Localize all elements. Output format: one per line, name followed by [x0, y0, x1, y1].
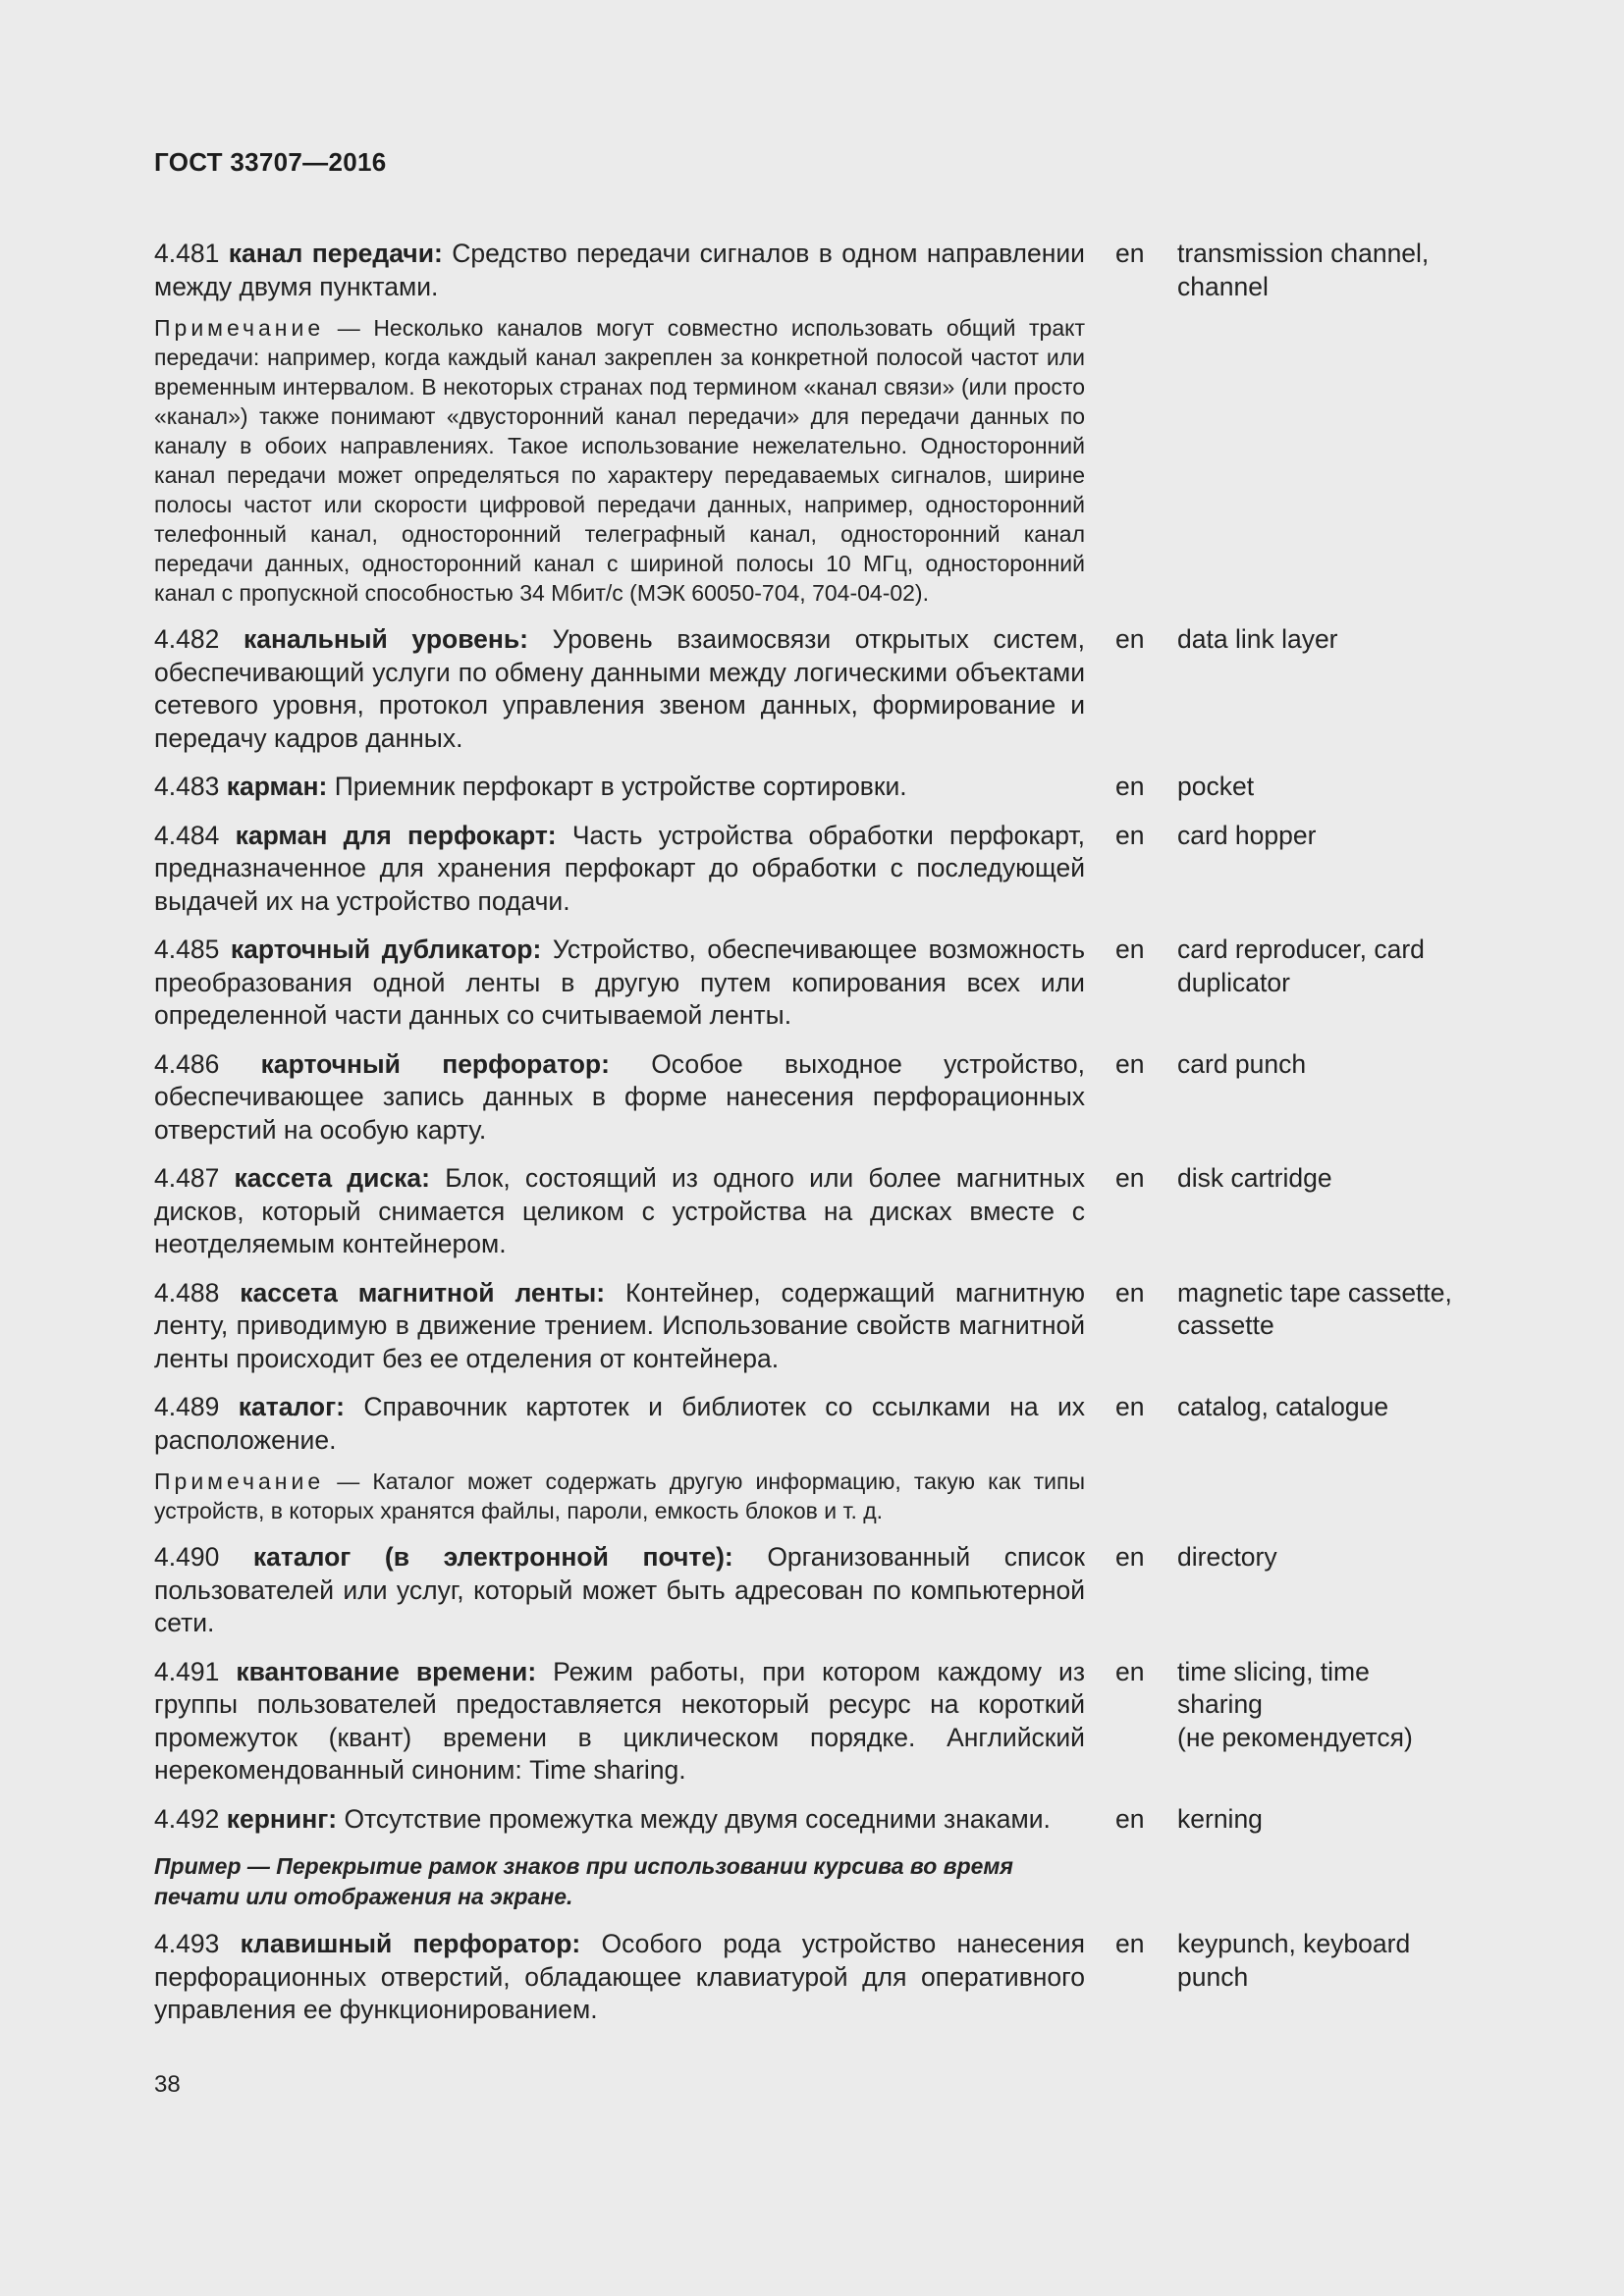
term-text: Организованный список пользователей или услуг, который может быть адресован по компьютерной сети.: [154, 1542, 1085, 1637]
note-text: — Каталог может содержать другую информацию, такую как типы устройств, в которых хранятся файлы, пароли, емкость блоков и т. д.: [154, 1468, 1086, 1523]
term-name: канальный уровень:: [243, 624, 528, 654]
language-code: en: [1115, 1929, 1145, 1958]
term-entry-4-491: [154, 1656, 1489, 1788]
term-definition: [154, 1048, 1085, 1148]
term-note: [154, 1467, 1085, 1525]
term-name: карман для перфокарт:: [235, 820, 557, 850]
language-code: en: [1115, 239, 1145, 268]
language-code: en: [1115, 1656, 1145, 1686]
term-name: каталог (в электронной почте):: [252, 1542, 733, 1572]
term-definition: [154, 1391, 1085, 1457]
term-number: 4.487: [154, 1163, 220, 1193]
note-text: — Несколько каналов могут совместно использовать общий тракт передачи: например, когда каждый канал закреплен за конкретной полосой частот или временным интервалом. В некоторых странах под термином «канал связи» (или просто «канал») также понимают «двусторонний канал передачи» для передачи данных по каналу в обоих направлениях. Такое использование нежелательно. Односторонний канал передачи может определяться по характеру передаваемых сигналов, ширине полосы частот или скорости цифровой передачи данных, например, односторонний телефонный канал, односторонний телеграфный канал, односторонний канал передачи данных, односторонний канал с шириной полосы 10 МГц, односторонний канал с пропускной способностью 34 Мбит/с (МЭК 60050-704, 704-04-02).: [154, 315, 1085, 606]
term-name: кассета диска:: [234, 1163, 430, 1193]
english-equivalent: card reproducer, card duplicator: [1177, 934, 1425, 997]
term-text: Отсутствие промежутка между двумя соседними знаками.: [344, 1803, 1051, 1834]
term-number: 4.486: [154, 1048, 220, 1079]
english-equivalent: card hopper: [1177, 820, 1317, 850]
term-text: Блок, состоящий из одного или более магнитных дисков, который снимается целиком с устройства на дисках вместе с неотделяемым контейнером.: [154, 1163, 1085, 1258]
english-equivalent: data link layer: [1177, 624, 1338, 654]
language-code: en: [1115, 1048, 1145, 1079]
language-code: en: [1115, 820, 1145, 850]
term-text: Справочник картотек и библиотек со ссылками на их расположение.: [154, 1392, 1086, 1455]
term-entry-4-493: [154, 1928, 1489, 2027]
term-number: 4.481: [154, 239, 220, 268]
language-code: en: [1115, 624, 1145, 654]
term-text: Приемник перфокарт в устройстве сортировки.: [334, 772, 907, 801]
term-name: каталог:: [238, 1392, 345, 1421]
term-definition: [154, 1162, 1085, 1261]
language-code: en: [1115, 1542, 1145, 1572]
term-text: Особое выходное устройство, обеспечивающее запись данных в форме нанесения перфорационных отверстий на особую карту.: [154, 1048, 1085, 1145]
term-number: 4.492: [154, 1803, 220, 1834]
term-entry-4-487: [154, 1162, 1489, 1261]
term-entry-4-483: [154, 771, 1489, 804]
english-equivalent: card punch: [1177, 1048, 1307, 1079]
english-equivalent: pocket: [1177, 772, 1255, 801]
term-definition: [154, 1656, 1085, 1788]
term-definition: [154, 1277, 1085, 1376]
term-entry-4-488: [154, 1277, 1489, 1376]
english-equivalent: catalog, catalogue: [1177, 1392, 1389, 1421]
term-definition: [154, 771, 1085, 804]
language-code: en: [1115, 772, 1145, 801]
term-name: клавишный перфоратор:: [240, 1929, 581, 1958]
term-name: кассета магнитной ленты:: [240, 1277, 606, 1308]
term-number: 4.485: [154, 934, 220, 964]
english-equivalent: disk cartridge: [1177, 1163, 1332, 1193]
term-name: кернинг:: [226, 1803, 338, 1834]
term-definition: [154, 1803, 1085, 1837]
english-equivalent: magnetic tape cassette, cassette: [1177, 1277, 1452, 1340]
language-code: en: [1115, 1803, 1145, 1834]
term-definition: [154, 934, 1085, 1033]
term-name: канал передачи:: [228, 239, 443, 268]
term-number: 4.483: [154, 772, 220, 801]
term-definition: [154, 623, 1085, 755]
term-entry-4-481: [154, 238, 1489, 608]
english-equivalent: transmission channel, channel: [1177, 239, 1430, 301]
term-number: 4.484: [154, 820, 220, 850]
term-name: карточный перфоратор:: [260, 1048, 610, 1079]
term-definition: [154, 820, 1085, 919]
term-name: квантование времени:: [236, 1656, 537, 1686]
term-number: 4.489: [154, 1392, 220, 1421]
example-text: Пример — Перекрытие рамок знаков при использовании курсива во время печати или отображения на экране.: [154, 1853, 1013, 1909]
term-note: [154, 313, 1085, 608]
term-text: Особого рода устройство нанесения перфорационных отверстий, обладающее клавиатурой для оперативного управления ее функционированием.: [154, 1929, 1085, 2024]
term-number: 4.493: [154, 1929, 220, 1958]
term-entry-4-485: [154, 934, 1489, 1033]
term-entry-4-489: [154, 1391, 1489, 1525]
term-number: 4.491: [154, 1656, 220, 1686]
term-entry-4-486: [154, 1048, 1489, 1148]
english-equivalent: directory: [1177, 1542, 1277, 1572]
term-name: карман:: [226, 772, 328, 801]
term-name: карточный дубликатор:: [230, 934, 542, 964]
term-text: Устройство, обеспечивающее возможность преобразования одной ленты в другую путем копирования всех или определенной части данных со считываемой ленты.: [154, 934, 1085, 1030]
language-code: en: [1115, 934, 1145, 964]
language-code: en: [1115, 1163, 1145, 1193]
term-text: Режим работы, при котором каждому из группы пользователей предоставляется некоторый ресурс на короткий промежуток (квант) времени в циклическом порядке. Английский нерекомендованный синоним: Time sharing.: [154, 1656, 1086, 1785]
page-number: 38: [154, 2071, 181, 2098]
term-number: 4.482: [154, 624, 220, 654]
term-text: Средство передачи сигналов в одном направлении между двумя пунктами.: [154, 239, 1085, 301]
term-number: 4.490: [154, 1542, 220, 1572]
english-equivalent: time slicing, time sharing (не рекомендуется): [1177, 1656, 1413, 1752]
terms-list: [154, 238, 1489, 2043]
document-header: ГОСТ 33707—2016: [154, 147, 387, 177]
term-number: 4.488: [154, 1277, 220, 1308]
note-label: Примечание: [154, 1468, 325, 1494]
term-definition: [154, 238, 1085, 303]
english-equivalent: keypunch, keyboard punch: [1177, 1929, 1411, 1992]
term-entry-4-482: [154, 623, 1489, 755]
term-entry-4-492: [154, 1803, 1489, 1837]
term-entry-4-484: [154, 820, 1489, 919]
language-code: en: [1115, 1277, 1145, 1308]
term-text: Уровень взаимосвязи открытых систем, обеспечивающий услуги по обмену данными между логическими объектами сетевого уровня, протокол управления звеном данных, формирование и передачу кадров данных.: [154, 624, 1085, 753]
term-definition: [154, 1541, 1085, 1640]
english-equivalent: kerning: [1177, 1803, 1263, 1834]
term-text: Часть устройства обработки перфокарт, предназначенное для хранения перфокарт до обработки с последующей выдачей их на устройство подачи.: [154, 820, 1085, 916]
note-label: Примечание: [154, 315, 325, 341]
language-code: en: [1115, 1392, 1145, 1421]
term-definition: [154, 1928, 1085, 2027]
term-text: Контейнер, содержащий магнитную ленту, приводимую в движение трением. Использование свойств магнитной ленты происходит без ее отделения от контейнера.: [154, 1277, 1085, 1373]
term-entry-4-490: [154, 1541, 1489, 1640]
